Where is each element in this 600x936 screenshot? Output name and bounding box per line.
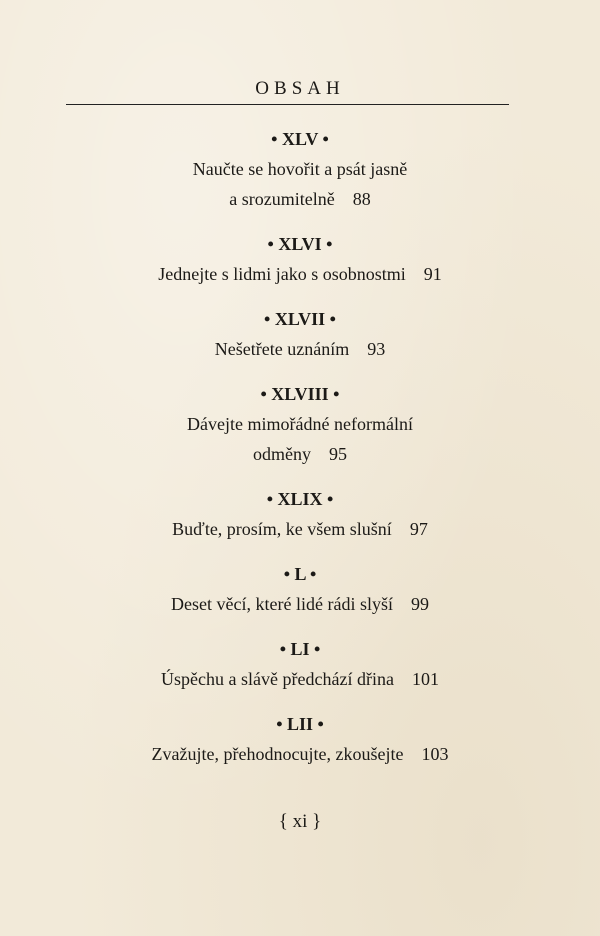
chapter-number: • XLV • [271, 129, 329, 149]
entry-title-text: odměny [253, 444, 311, 464]
page-number: 95 [329, 444, 347, 464]
chapter-number: • XLVII • [264, 309, 336, 329]
chapter-number: • XLVIII • [260, 384, 340, 404]
toc-entry-l [0, 559, 600, 619]
entry-title-text: Jednejte s lidmi jako s osobnostmi [158, 264, 406, 284]
entry-title-text: a srozumitelně [229, 189, 335, 209]
entry-title-line: Naučte se hovořit a psát jasně [192, 159, 408, 179]
table-of-contents [0, 124, 600, 769]
toc-entry-li [0, 634, 600, 694]
entry-title-text: Buďte, prosím, ke všem slušní [172, 519, 392, 539]
entry-title-line-with-page [0, 739, 600, 769]
toc-entry-xlvii [0, 304, 600, 364]
page-number: 88 [352, 189, 371, 209]
entry-title-text: Úspěchu a slávě předchází dřina [161, 669, 394, 689]
entry-title-line-with-page [0, 664, 600, 694]
entry-title-line-with-page [0, 334, 600, 364]
page-folio: { xi } [278, 811, 322, 832]
entry-title-line-with-page [0, 184, 600, 214]
page-number: 103 [421, 744, 449, 764]
entry-title-line-with-page [0, 259, 600, 289]
header-rule [66, 104, 509, 105]
toc-entry-xlviii [0, 379, 600, 469]
entry-title-line: Dávejte mimořádné neformální [187, 414, 413, 434]
page-number: 91 [423, 264, 442, 284]
chapter-number: • LI • [279, 639, 321, 659]
chapter-number: • XLIX • [266, 489, 334, 509]
page-number: 97 [409, 519, 428, 539]
toc-entry-lii [0, 709, 600, 769]
toc-entry-xlix [0, 484, 600, 544]
page-number: 101 [411, 669, 439, 689]
entry-title-line-with-page [0, 439, 600, 469]
entry-title-text: Zvažujte, přehodnocujte, zkoušejte [151, 744, 404, 764]
chapter-number: • XLVI • [267, 234, 333, 254]
entry-title-line-with-page [0, 589, 600, 619]
chapter-number: • L • [283, 564, 317, 584]
page-number: 93 [367, 339, 386, 359]
page-title: OBSAH [255, 78, 345, 99]
toc-entry-xlvi [0, 229, 600, 289]
toc-entry-xlv [0, 124, 600, 214]
entry-title-line-with-page [0, 514, 600, 544]
entry-title-text: Deset věcí, které lidé rádi slyší [171, 594, 393, 614]
chapter-number: • LII • [276, 714, 324, 734]
entry-title-text: Nešetřete uznáním [214, 339, 350, 359]
page-number: 99 [410, 594, 429, 614]
